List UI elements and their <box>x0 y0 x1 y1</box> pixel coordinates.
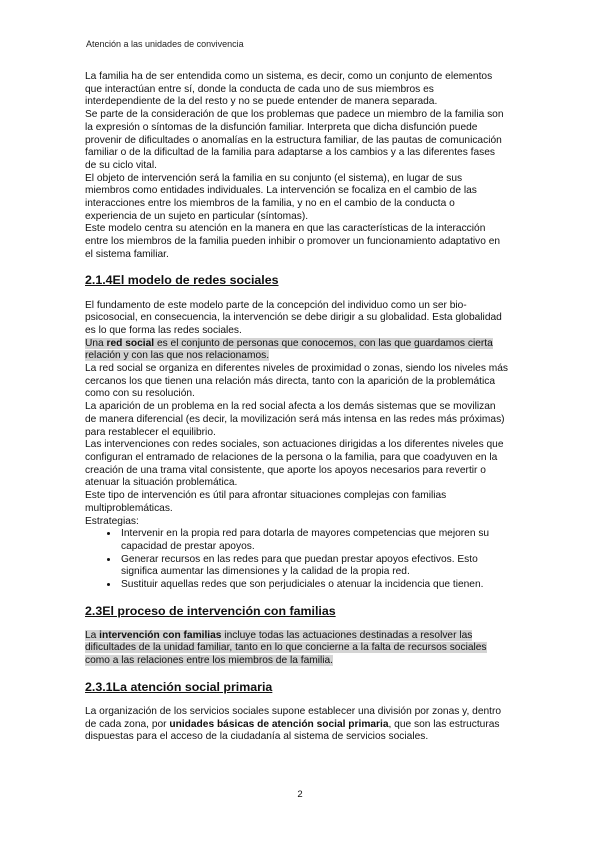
text: es el conjunto de personas que conocemos, con las que guardamos cierta relación y con las que nos relacionamos. <box>85 337 493 362</box>
paragraph: La aparición de un problema en la red social afecta a los demás sistemas que se movilizan de manera diferencial (es decir, la movilización será más intensa en las redes más próximas) para restablecer el equilibrio. <box>85 401 505 438</box>
paragraph: Este tipo de intervención es útil para afrontar situaciones complejas con familias multiproblemáticas. <box>85 490 447 514</box>
section-heading-2-3-1: 2.3.1La atención social primaria <box>85 679 273 694</box>
highlight <box>85 338 493 362</box>
paragraph: La familia ha de ser entendida como un sistema, es decir, como un conjunto de elementos que interactúan entre sí, donde la conducta de cada uno de sus miembros es interdependiente de la del resto y no se puede entender de manera separada. <box>85 71 493 108</box>
paragraph: Las intervenciones con redes sociales, son actuaciones dirigidas a los diferentes niveles que configuran el entramado de relaciones de la persona o la familia, para que coadyuven en la creación de una trama vital consistente, que aporte los apoyos necesarios para revertir o atenuar la situación problemática. <box>85 439 504 489</box>
paragraph: Se parte de la consideración de que los problemas que padece un miembro de la familia son la expresión o síntomas de la disfunción familiar. Interpreta que dicha disfunción puede provenir de dificultades o anomalías en la estructura familiar, de las pautas de comunicación familiar o de la dificultad de la familia para adaptarse a los cambios y a las diferentes fases de su ciclo vital. <box>85 109 504 171</box>
list-item: • Sustituir aquellas redes que son perjudiciales o atenuar la incidencia que tienen. <box>119 579 509 592</box>
paragraph: Este modelo centra su atención en la manera en que las características de la interacción entre los miembros de la familia pueden inhibir o promover un funcionamiento adaptativo en el sistema familiar. <box>85 223 501 260</box>
text: incluye todas las actuaciones destinadas a resolver las dificultades de la unidad familiar, tanto en lo que concierne a la falta de recursos sociales como a las relaciones entre los miembros de la familia. <box>85 629 487 667</box>
bold-term: unidades básicas de atención social primaria <box>169 718 389 730</box>
text: La organización de los servicios sociales supone establecer una división por zonas y, dentro de cada zona, por <box>85 705 502 730</box>
paragraph <box>85 706 509 744</box>
page-number: 2 <box>297 789 303 800</box>
text: Una <box>85 337 107 349</box>
list-item: • Intervenir en la propia red para dotarla de mayores competencias que mejoren su capacidad de prestar apoyos. <box>119 528 509 553</box>
paragraph: El fundamento de este modelo parte de la concepción del individuo como un ser bio-psicosocial, en consecuencia, la intervención se debe dirigir a su globalidad. Esta globalidad es lo que forma las redes sociales. <box>85 299 502 336</box>
text: La <box>85 629 100 641</box>
strategies-label: Estrategias: <box>85 515 139 527</box>
text: , que son las estructuras dispuestas para el acceso de la ciudadanía al sistema de servicios sociales. <box>85 718 500 743</box>
document-body <box>85 71 509 744</box>
section-heading-2-3: 2.3El proceso de intervención con familias <box>85 603 336 618</box>
bold-term: red social <box>106 337 155 349</box>
strategies-list <box>85 528 509 592</box>
definition-paragraph <box>85 338 509 363</box>
running-header: Atención a las unidades de convivencia <box>86 39 244 49</box>
highlight <box>85 630 487 666</box>
definition-paragraph <box>85 630 509 668</box>
section-heading-2-1-4: 2.1.4El modelo de redes sociales <box>85 272 279 287</box>
paragraph: La red social se organiza en diferentes niveles de proximidad o zonas, siendo los niveles más cercanos los que tienen una relación más directa, tanto con la aparición de la problemática como con su resolución. <box>85 363 509 400</box>
paragraph: El objeto de intervención será la familia en su conjunto (el sistema), en lugar de sus miembros como entidades individuales. La intervención se focaliza en el cambio de las interacciones entre los miembros de la familia, y no en el cambio de la conducta o experiencia de un sujeto en particular (síntomas). <box>85 172 477 222</box>
bold-term: intervención con familias <box>99 629 222 641</box>
list-item: • Generar recursos en las redes para que puedan prestar apoyos efectivos. Esto significa aumentar las dimensiones y la calidad de la propia red. <box>119 554 509 579</box>
